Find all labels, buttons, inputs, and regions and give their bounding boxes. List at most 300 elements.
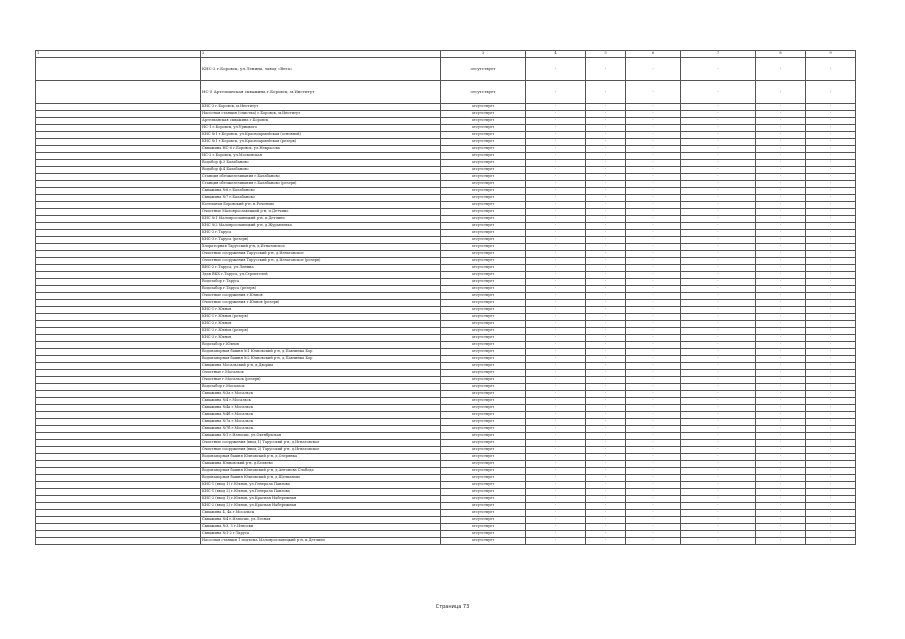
dash-cell: -: [626, 496, 681, 503]
dash-cell: -: [681, 538, 756, 545]
object-name-cell: Скважина 4, 4а г.Мосальск: [201, 510, 441, 517]
table-row: [36, 349, 856, 356]
dash-cell: -: [756, 370, 806, 377]
dash-cell: -: [756, 139, 806, 146]
dash-cell: -: [681, 174, 756, 181]
dash-cell: -: [806, 188, 856, 195]
dash-cell: -: [756, 132, 806, 139]
table-row: [36, 188, 856, 195]
dash-cell: -: [681, 146, 756, 153]
dash-cell: -: [681, 356, 756, 363]
dash-cell: -: [806, 412, 856, 419]
dash-cell: -: [806, 174, 856, 181]
dash-cell: -: [526, 118, 586, 125]
dash-cell: -: [681, 265, 756, 272]
status-cell: отсутствует: [441, 461, 526, 468]
dash-cell: -: [526, 146, 586, 153]
status-cell: отсутствует: [441, 363, 526, 370]
object-name-cell: Скважина №4б г.Мосальск: [201, 412, 441, 419]
dash-cell: -: [586, 454, 626, 461]
table-row: [36, 209, 856, 216]
dash-cell: -: [756, 293, 806, 300]
dash-cell: -: [756, 503, 806, 510]
object-name-cell: Хлораторная Тарусский р-н, д.Игнатовское: [201, 244, 441, 251]
dash-cell: -: [586, 433, 626, 440]
object-name-cell: Очистные Малоярославецкий р-н, п.Детчино: [201, 209, 441, 216]
object-name-cell: КНС-2 г.Юхнов (резерв): [201, 328, 441, 335]
object-name-cell: КНС-3 г.Таруса (резерв): [201, 237, 441, 244]
dash-cell: -: [806, 139, 856, 146]
object-name-cell: Здая ВКХ г.Таруса, ул.Строителей: [201, 272, 441, 279]
status-cell: отсутствует: [441, 335, 526, 342]
dash-cell: -: [586, 517, 626, 524]
dash-cell: -: [756, 363, 806, 370]
dash-cell: -: [806, 244, 856, 251]
dash-cell: -: [586, 370, 626, 377]
dash-cell: -: [586, 153, 626, 160]
dash-cell: -: [586, 314, 626, 321]
dash-cell: -: [806, 370, 856, 377]
dash-cell: -: [756, 384, 806, 391]
number-cell: [36, 146, 201, 153]
dash-cell: -: [586, 531, 626, 538]
dash-cell: -: [526, 258, 586, 265]
dash-cell: -: [681, 496, 756, 503]
dash-cell: -: [806, 272, 856, 279]
dash-cell: -: [806, 377, 856, 384]
number-cell: [36, 440, 201, 447]
dash-cell: -: [806, 314, 856, 321]
object-name-cell: Водонапорная башня Юхновский р-н, д.Щелканово: [201, 475, 441, 482]
number-cell: [36, 181, 201, 188]
number-cell: [36, 321, 201, 328]
dash-cell: -: [526, 244, 586, 251]
object-name-cell: Водозабор г.Юхнов: [201, 342, 441, 349]
number-cell: [36, 251, 201, 258]
table-row: [36, 314, 856, 321]
table-row: [36, 237, 856, 244]
status-cell: отсутствует: [441, 202, 526, 209]
dash-cell: -: [756, 230, 806, 237]
dash-cell: -: [756, 475, 806, 482]
dash-cell: -: [756, 314, 806, 321]
table-row: [36, 160, 856, 167]
dash-cell: -: [586, 258, 626, 265]
dash-cell: -: [756, 188, 806, 195]
dash-cell: -: [681, 433, 756, 440]
dash-cell: -: [756, 146, 806, 153]
dash-cell: -: [806, 307, 856, 314]
dash-cell: -: [526, 468, 586, 475]
dash-cell: -: [526, 104, 586, 111]
number-cell: [36, 412, 201, 419]
dash-cell: -: [806, 153, 856, 160]
dash-cell: -: [756, 111, 806, 118]
dash-cell: -: [681, 468, 756, 475]
number-cell: [36, 398, 201, 405]
object-name-cell: Водозабор г.Таруса (резерв): [201, 286, 441, 293]
status-cell: отсутствует: [441, 195, 526, 202]
number-cell: [36, 265, 201, 272]
table-row: [36, 342, 856, 349]
data-table: [35, 50, 856, 545]
object-name-cell: КНС-3 г.Юхнов: [201, 335, 441, 342]
dash-cell: -: [756, 433, 806, 440]
object-name-cell: НС-5 Артезианская скважина г.Боровск, м.Институт: [201, 81, 441, 104]
dash-cell: -: [526, 111, 586, 118]
dash-cell: -: [756, 272, 806, 279]
dash-cell: -: [586, 188, 626, 195]
status-cell: отсутствует: [441, 167, 526, 174]
dash-cell: -: [806, 146, 856, 153]
dash-cell: -: [756, 447, 806, 454]
dash-cell: -: [526, 216, 586, 223]
number-cell: [36, 300, 201, 307]
dash-cell: -: [681, 510, 756, 517]
number-cell: [36, 81, 201, 104]
dash-cell: -: [626, 174, 681, 181]
column-header: 4: [526, 51, 586, 58]
dash-cell: -: [806, 293, 856, 300]
dash-cell: -: [756, 531, 806, 538]
number-cell: [36, 363, 201, 370]
dash-cell: -: [586, 391, 626, 398]
table-row: [36, 111, 856, 118]
status-cell: отсутствует: [441, 58, 526, 81]
status-cell: отсутствует: [441, 517, 526, 524]
dash-cell: -: [681, 517, 756, 524]
number-cell: [36, 293, 201, 300]
table-row: [36, 391, 856, 398]
dash-cell: -: [626, 300, 681, 307]
dash-cell: -: [626, 356, 681, 363]
dash-cell: -: [806, 447, 856, 454]
object-name-cell: Очистные сооружения (ввод 1) Тарусский р-н, д.Игнатовское: [201, 440, 441, 447]
status-cell: отсутствует: [441, 251, 526, 258]
dash-cell: -: [526, 160, 586, 167]
object-name-cell: Скважина №3а г.Мосальск: [201, 391, 441, 398]
table-row: [36, 300, 856, 307]
dash-cell: -: [526, 174, 586, 181]
number-cell: [36, 230, 201, 237]
dash-cell: -: [586, 139, 626, 146]
table-row: [36, 307, 856, 314]
dash-cell: -: [756, 223, 806, 230]
dash-cell: -: [681, 230, 756, 237]
table-row: [36, 510, 856, 517]
number-cell: [36, 510, 201, 517]
status-cell: отсутствует: [441, 419, 526, 426]
table-row: [36, 293, 856, 300]
dash-cell: -: [806, 349, 856, 356]
dash-cell: -: [526, 489, 586, 496]
dash-cell: -: [626, 209, 681, 216]
dash-cell: -: [681, 216, 756, 223]
table-row: [36, 81, 856, 104]
dash-cell: -: [526, 58, 586, 81]
dash-cell: -: [756, 468, 806, 475]
dash-cell: -: [806, 503, 856, 510]
object-name-cell: Станция обезжелезивания г.Балабаново (резерв): [201, 181, 441, 188]
dash-cell: -: [681, 188, 756, 195]
object-name-cell: Водонапорная башня Юхновский р-н, д.Антонова Слобода: [201, 468, 441, 475]
dash-cell: -: [526, 531, 586, 538]
table-row: [36, 454, 856, 461]
table-row: [36, 118, 856, 125]
dash-cell: -: [626, 363, 681, 370]
status-cell: отсутствует: [441, 538, 526, 545]
dash-cell: -: [526, 307, 586, 314]
dash-cell: -: [681, 153, 756, 160]
dash-cell: -: [626, 244, 681, 251]
dash-cell: -: [756, 244, 806, 251]
table-row: [36, 272, 856, 279]
object-name-cell: Котельная Боровский р-н, п.Роченово: [201, 202, 441, 209]
dash-cell: -: [586, 342, 626, 349]
status-cell: отсутствует: [441, 349, 526, 356]
dash-cell: -: [626, 475, 681, 482]
dash-cell: -: [626, 391, 681, 398]
dash-cell: -: [586, 461, 626, 468]
dash-cell: -: [626, 531, 681, 538]
number-cell: [36, 209, 201, 216]
dash-cell: -: [681, 342, 756, 349]
object-name-cell: Очистные сооружения (ввод 2) Тарусский р-н, д.Игнатовское: [201, 447, 441, 454]
object-name-cell: КНС-2 г.Боровск, ул.Ленина, завод «Вега»: [201, 58, 441, 81]
dash-cell: -: [756, 398, 806, 405]
number-cell: [36, 335, 201, 342]
dash-cell: -: [806, 496, 856, 503]
page-number: Страница 73: [435, 604, 470, 610]
status-cell: отсутствует: [441, 104, 526, 111]
status-cell: отсутствует: [441, 244, 526, 251]
dash-cell: -: [756, 265, 806, 272]
dash-cell: -: [526, 314, 586, 321]
object-name-cell: Водонапорная башня Юхновский р-н, д.Озерянка: [201, 454, 441, 461]
dash-cell: -: [681, 244, 756, 251]
number-cell: [36, 503, 201, 510]
table-row: [36, 524, 856, 531]
status-cell: отсутствует: [441, 370, 526, 377]
dash-cell: -: [626, 454, 681, 461]
status-cell: отсутствует: [441, 412, 526, 419]
dash-cell: -: [626, 321, 681, 328]
dash-cell: -: [681, 475, 756, 482]
dash-cell: -: [626, 468, 681, 475]
dash-cell: -: [756, 342, 806, 349]
status-cell: отсутствует: [441, 286, 526, 293]
dash-cell: -: [681, 286, 756, 293]
dash-cell: -: [526, 510, 586, 517]
dash-cell: -: [681, 181, 756, 188]
dash-cell: -: [806, 321, 856, 328]
status-cell: отсутствует: [441, 153, 526, 160]
dash-cell: -: [681, 314, 756, 321]
dash-cell: -: [806, 279, 856, 286]
table-row: [36, 447, 856, 454]
status-cell: отсутствует: [441, 181, 526, 188]
number-cell: [36, 244, 201, 251]
number-cell: [36, 517, 201, 524]
dash-cell: -: [526, 272, 586, 279]
table-row: [36, 174, 856, 181]
column-header: 3: [441, 51, 526, 58]
status-cell: отсутствует: [441, 328, 526, 335]
dash-cell: -: [756, 167, 806, 174]
dash-cell: -: [756, 377, 806, 384]
number-cell: [36, 454, 201, 461]
dash-cell: -: [806, 342, 856, 349]
number-cell: [36, 468, 201, 475]
dash-cell: -: [586, 496, 626, 503]
status-cell: отсутствует: [441, 524, 526, 531]
number-cell: [36, 223, 201, 230]
status-cell: отсутствует: [441, 440, 526, 447]
dash-cell: -: [526, 426, 586, 433]
dash-cell: -: [756, 328, 806, 335]
dash-cell: -: [626, 160, 681, 167]
table-row: [36, 251, 856, 258]
number-cell: [36, 58, 201, 81]
object-name-cell: КНС-2 (ввод 2) г.Юхнов, ул.Красная Набережная: [201, 503, 441, 510]
dash-cell: -: [626, 503, 681, 510]
dash-cell: -: [806, 454, 856, 461]
table-row: [36, 531, 856, 538]
dash-cell: -: [586, 426, 626, 433]
dash-cell: -: [681, 370, 756, 377]
dash-cell: -: [626, 195, 681, 202]
number-cell: [36, 356, 201, 363]
dash-cell: -: [756, 349, 806, 356]
status-cell: отсутствует: [441, 293, 526, 300]
dash-cell: -: [681, 349, 756, 356]
dash-cell: -: [756, 286, 806, 293]
dash-cell: -: [626, 279, 681, 286]
dash-cell: -: [586, 111, 626, 118]
number-cell: [36, 314, 201, 321]
dash-cell: -: [681, 377, 756, 384]
dash-cell: -: [626, 111, 681, 118]
number-cell: [36, 489, 201, 496]
dash-cell: -: [681, 440, 756, 447]
dash-cell: -: [756, 195, 806, 202]
dash-cell: -: [756, 251, 806, 258]
number-cell: [36, 461, 201, 468]
dash-cell: -: [526, 405, 586, 412]
table-row: [36, 195, 856, 202]
dash-cell: -: [681, 384, 756, 391]
table-row: [36, 216, 856, 223]
table-row: [36, 356, 856, 363]
number-cell: [36, 167, 201, 174]
table-row: [36, 146, 856, 153]
table-row: [36, 475, 856, 482]
object-name-cell: Скважина №1 г.Износки, ул.Октябрьская: [201, 433, 441, 440]
status-cell: отсутствует: [441, 265, 526, 272]
number-cell: [36, 482, 201, 489]
object-name-cell: Скважина №4 г.Мосальск: [201, 398, 441, 405]
dash-cell: -: [626, 223, 681, 230]
status-cell: отсутствует: [441, 496, 526, 503]
status-cell: отсутствует: [441, 426, 526, 433]
dash-cell: -: [681, 363, 756, 370]
dash-cell: -: [806, 181, 856, 188]
status-cell: отсутствует: [441, 321, 526, 328]
table-row: [36, 139, 856, 146]
dash-cell: -: [586, 167, 626, 174]
dash-cell: -: [586, 216, 626, 223]
dash-cell: -: [681, 104, 756, 111]
dash-cell: -: [681, 300, 756, 307]
dash-cell: -: [806, 489, 856, 496]
dash-cell: -: [586, 349, 626, 356]
status-cell: отсутствует: [441, 125, 526, 132]
column-header: 7: [681, 51, 756, 58]
dash-cell: -: [681, 81, 756, 104]
dash-cell: -: [586, 482, 626, 489]
dash-cell: -: [626, 272, 681, 279]
dash-cell: -: [681, 167, 756, 174]
object-name-cell: Очистные сооружения Тарусский р-н, д.Игнатовское: [201, 251, 441, 258]
dash-cell: -: [806, 258, 856, 265]
object-name-cell: Скважина Мосальский р-н, д.Дворцы: [201, 363, 441, 370]
dash-cell: -: [626, 230, 681, 237]
dash-cell: -: [526, 349, 586, 356]
status-cell: отсутствует: [441, 174, 526, 181]
dash-cell: -: [626, 188, 681, 195]
table-row: [36, 538, 856, 545]
dash-cell: -: [681, 202, 756, 209]
status-cell: отсутствует: [441, 503, 526, 510]
dash-cell: -: [806, 195, 856, 202]
dash-cell: -: [626, 237, 681, 244]
dash-cell: -: [586, 412, 626, 419]
dash-cell: -: [526, 286, 586, 293]
dash-cell: -: [526, 517, 586, 524]
dash-cell: -: [756, 335, 806, 342]
dash-cell: -: [681, 426, 756, 433]
dash-cell: -: [586, 223, 626, 230]
dash-cell: -: [586, 398, 626, 405]
number-cell: [36, 202, 201, 209]
table-row: [36, 230, 856, 237]
table-row: [36, 286, 856, 293]
dash-cell: -: [586, 384, 626, 391]
table-row: [36, 363, 856, 370]
status-cell: отсутствует: [441, 146, 526, 153]
status-cell: отсутствует: [441, 279, 526, 286]
dash-cell: -: [806, 405, 856, 412]
dash-cell: -: [756, 181, 806, 188]
dash-cell: -: [806, 132, 856, 139]
object-name-cell: КНС №1 г.Боровск, ул.Красноармейская (основной): [201, 132, 441, 139]
dash-cell: -: [756, 496, 806, 503]
object-name-cell: Водонапорная башня №1 Юхновский р-н, д.Павлинка Бор: [201, 349, 441, 356]
status-cell: отсутствует: [441, 482, 526, 489]
dash-cell: -: [756, 307, 806, 314]
table-row: [36, 202, 856, 209]
dash-cell: -: [806, 384, 856, 391]
object-name-cell: Скважина Юхновский р-н, д.Беляево: [201, 461, 441, 468]
dash-cell: -: [526, 237, 586, 244]
dash-cell: -: [586, 118, 626, 125]
dash-cell: -: [756, 279, 806, 286]
dash-cell: -: [681, 531, 756, 538]
number-cell: [36, 272, 201, 279]
dash-cell: -: [526, 440, 586, 447]
dash-cell: -: [586, 503, 626, 510]
table-row: [36, 153, 856, 160]
